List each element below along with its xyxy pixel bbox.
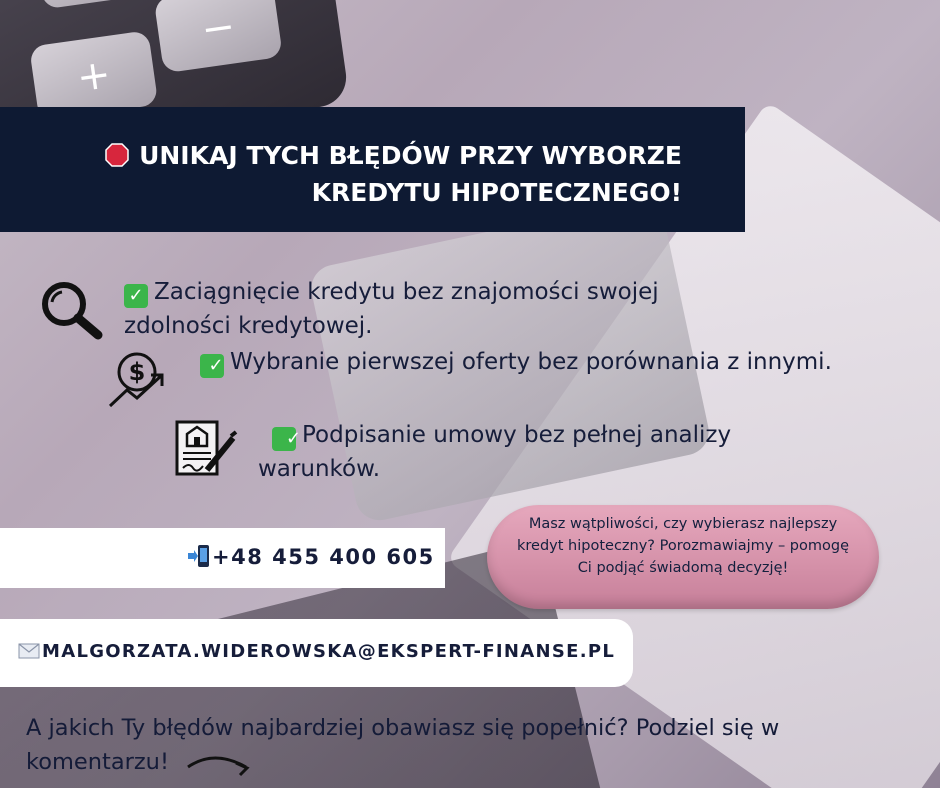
page-title — [60, 137, 682, 211]
check-icon: ✓ — [272, 427, 296, 451]
engagement-question-text: A jakich Ty błędów najbardziej obawiasz się popełnić? Podziel się w komentarzu! — [26, 715, 780, 775]
stop-sign-icon — [105, 143, 129, 167]
consultation-bubble — [487, 505, 879, 609]
contract-sign-icon — [173, 418, 239, 480]
svg-text:$: $ — [128, 358, 146, 386]
magnifier-icon — [40, 280, 104, 340]
email-box — [0, 619, 633, 687]
email-address-text: MALGORZATA.WIDEROWSKA@EKSPERT-FINANSE.PL — [42, 641, 616, 662]
check-icon: ✓ — [124, 284, 148, 308]
title-banner — [0, 107, 745, 232]
checklist-item-2-text: Wybranie pierwszej oferty bez porównania z innymi. — [230, 349, 832, 375]
envelope-icon — [18, 643, 40, 659]
curved-arrow-icon — [184, 751, 254, 777]
engagement-question — [26, 711, 926, 779]
checklist-item-3-text: Podpisanie umowy bez pełnej analizy warunków. — [258, 422, 732, 482]
checklist-item-1-text: Zaciągnięcie kredytu bez znajomości swojej zdolności kredytowej. — [124, 279, 659, 339]
consultation-bubble-text: Masz wątpliwości, czy wybierasz najlepszy kredyt hipoteczny? Porozmawiajmy – pomogę Ci podjąć świadomą decyzję! — [517, 516, 850, 576]
checklist-item-2 — [192, 345, 842, 379]
title-line-2: KREDYTU HIPOTECZNEGO! — [311, 178, 682, 207]
calculator-key-times — [34, 0, 163, 9]
mobile-phone-arrow-icon — [188, 544, 210, 568]
money-growth-icon — [107, 350, 171, 410]
checklist-item-3 — [258, 418, 838, 486]
phone-number-text: +48 455 400 605 — [212, 545, 435, 569]
calculator-key-minus: − — [154, 0, 283, 73]
phone-box — [0, 528, 445, 588]
title-line-1: UNIKAJ TYCH BŁĘDÓW PRZY WYBORZE — [139, 141, 682, 170]
check-icon: ✓ — [200, 354, 224, 378]
email-address[interactable] — [18, 641, 615, 662]
calculator-key-plus: + — [29, 30, 158, 121]
phone-number[interactable] — [188, 544, 435, 569]
checklist-item-1 — [124, 275, 764, 343]
